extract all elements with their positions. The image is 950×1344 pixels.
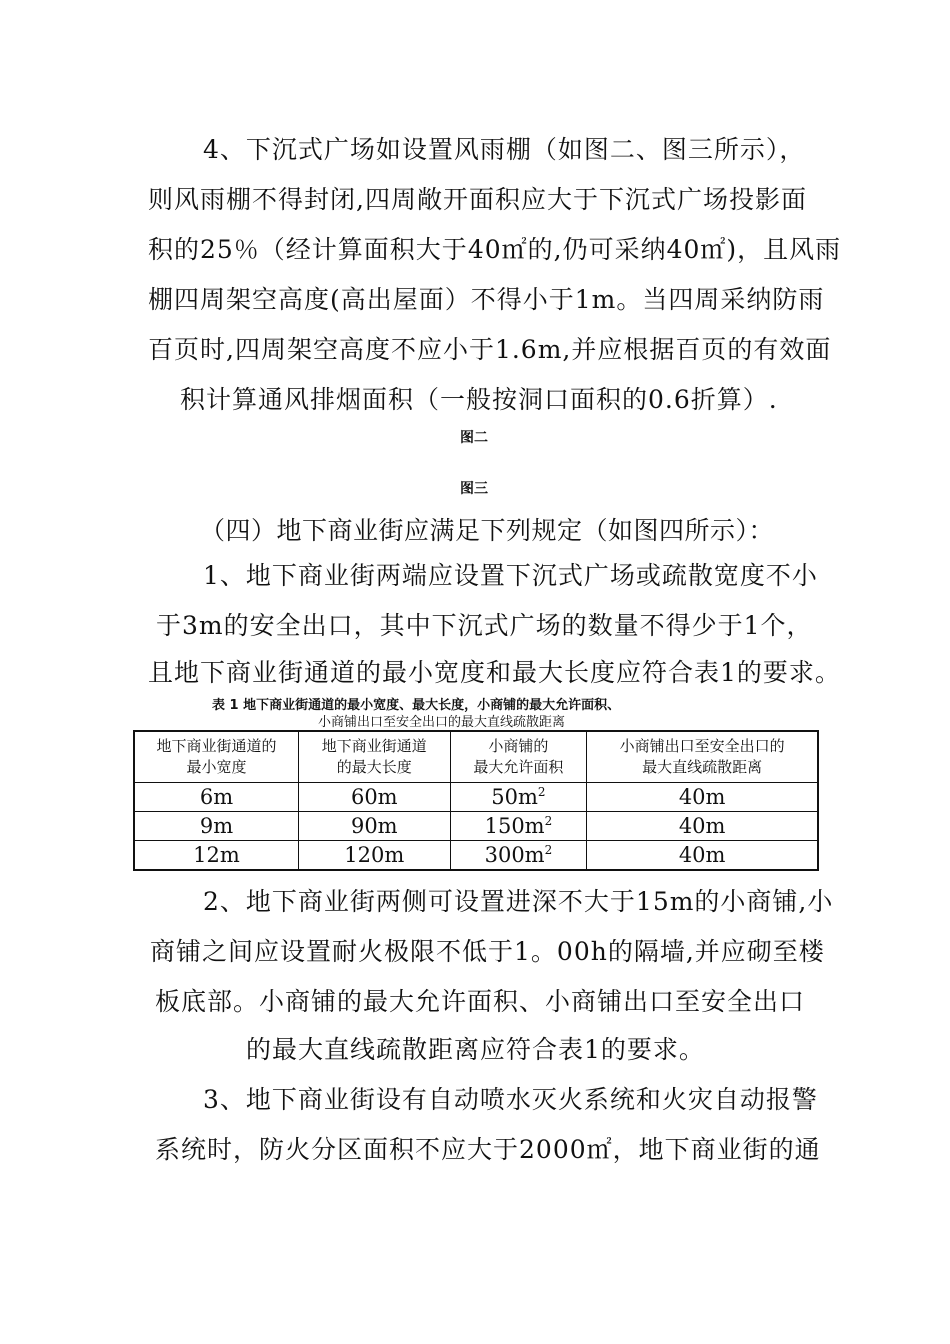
item2-line-4: 的最大直线疏散距离应符合表1的要求。 [246,1035,705,1064]
para4-line-3: 积的25％（经计算面积大于40㎡的,仍可采纳40㎡)，且风雨 [148,235,842,264]
table-cell: 120m [298,841,450,871]
table-caption-line-1: 表 1 地下商业街通道的最小宽度、最大长度，小商铺的最大允许面积、 [212,698,621,713]
para4-line-6: 积计算通风排烟面积（一般按洞口面积的0.6折算）. [180,385,778,414]
item2-line-3: 板底部。小商铺的最大允许面积、小商铺出口至安全出口 [155,987,806,1016]
figure-3-label: 图三 [460,481,488,497]
para4-line-1: 4、下沉式广场如设置风雨棚（如图二、图三所示）， [203,135,806,164]
item3-line-2: 系统时，防火分区面积不应大于2000㎡，地下商业街的通 [155,1135,821,1164]
table-cell: 40m [587,841,818,871]
item1-line-3: 且地下商业街通道的最小宽度和最大长度应符合表1的要求。 [148,658,841,687]
table-row [134,783,818,812]
header-max-area: 小商铺的 最大允许面积 [450,731,587,783]
table-cell: $150m^2$ [450,812,587,841]
table-header-row [134,731,818,783]
table-cell: 40m [587,783,818,812]
table-cell: 12m [134,841,298,871]
table-cell: 9m [134,812,298,841]
item1-line-1: 1、地下商业街两端应设置下沉式广场或疏散宽度不小 [203,561,818,590]
table-cell: 40m [587,812,818,841]
para4-line-5: 百页时,四周架空高度不应小于1.6m,并应根据百页的有效面 [148,335,832,364]
item2-line-2: 商铺之间应设置耐火极限不低于1。00h的隔墙,并应砌至楼 [150,937,825,966]
section-4-heading: （四）地下商业街应满足下列规定（如图四所示）： [200,516,775,545]
table-caption-line-2: 小商铺出口至安全出口的最大直线疏散距离 [318,715,566,730]
table-cell: 6m [134,783,298,812]
header-min-width: 地下商业街通道的 最小宽度 [134,731,298,783]
table-cell: $300m^2$ [450,841,587,871]
table-row [134,812,818,841]
table-cell: $50m^2$ [450,783,587,812]
para4-line-2: 则风雨棚不得封闭,四周敞开面积应大于下沉式广场投影面 [148,185,807,214]
header-max-distance: 小商铺出口至安全出口的 最大直线疏散距离 [587,731,818,783]
table-cell: 90m [298,812,450,841]
item2-line-1: 2、地下商业街两侧可设置进深不大于15m的小商铺,小 [203,887,834,916]
header-max-length: 地下商业街通道 的最大长度 [298,731,450,783]
item1-line-2: 于3m的安全出口，其中下沉式广场的数量不得少于1个， [156,611,813,640]
table-1 [133,730,819,871]
item3-line-1: 3、地下商业街设有自动喷水灭火系统和火灾自动报警 [203,1085,818,1114]
table-cell: 60m [298,783,450,812]
figure-2-label: 图二 [460,430,488,446]
table-row [134,841,818,871]
para4-line-4: 棚四周架空高度(高出屋面）不得小于1m。当四周采纳防雨 [148,285,825,314]
